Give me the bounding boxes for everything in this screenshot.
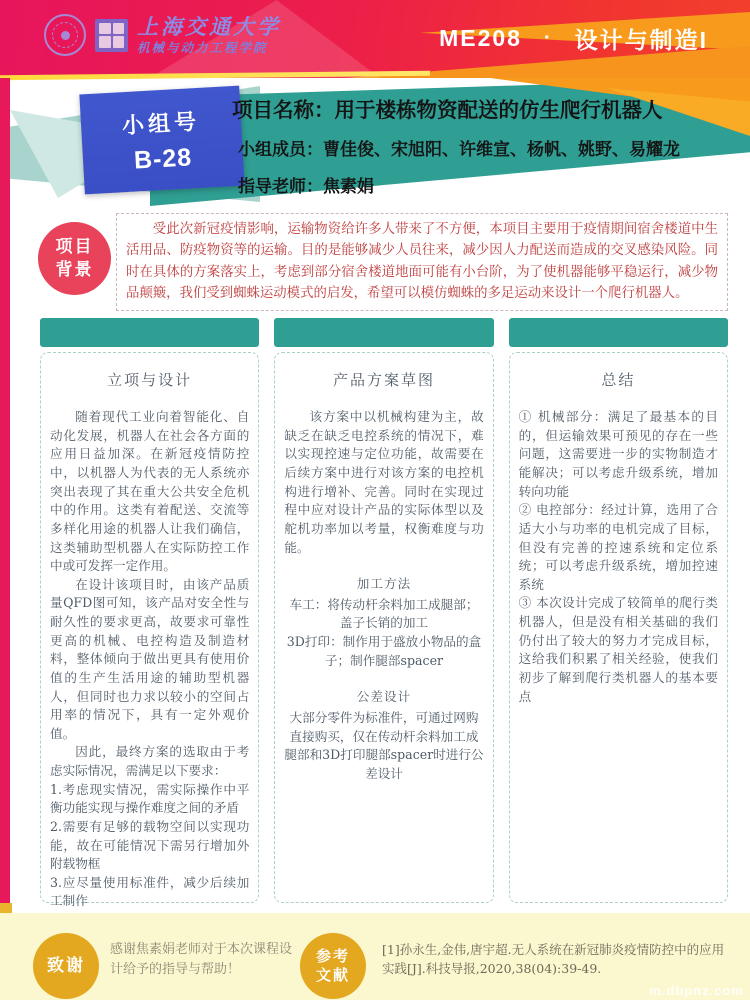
- column-body: [274, 352, 493, 903]
- requirement-item: 3.应尽量使用标准件，减少后续加工制作: [50, 874, 250, 909]
- column-header-bar: [274, 318, 493, 347]
- course-name: 设计与制造I: [574, 27, 708, 53]
- badge-line: 背景: [55, 259, 94, 279]
- acknowledgement-badge: [33, 933, 99, 999]
- project-background-badge: [38, 222, 111, 295]
- column-title: 总结: [601, 371, 636, 389]
- project-background-box: [116, 213, 728, 311]
- subheading: 公差设计: [356, 689, 412, 705]
- reference-citation: [1]孙永生,金伟,唐宇超.无人系统在新冠肺炎疫情防控中的应用实践[J].科技导报,2020,38(04):39-49.: [382, 942, 725, 977]
- column-product-sketch: [274, 318, 493, 903]
- project-background-section: [30, 213, 736, 311]
- badge-line: 文献: [315, 967, 350, 984]
- badge-line: 项目: [55, 237, 94, 257]
- university-name: 上海交通大学: [137, 13, 281, 39]
- summary-item: ① 机械部分：满足了最基本的目的，但运输效果可预见的存在一些问题，这需要进一步的实物制造才能解决；可以考虑升级系统，增加转向功能: [518, 409, 718, 499]
- column-header-bar: [40, 318, 259, 347]
- column-title: 立项与设计: [107, 371, 193, 389]
- column-summary: [509, 318, 728, 903]
- paragraph: 在设计该项目时，由该产品质量QFD图可知，该产品对安全性与耐久性的要求更高，故要求可靠性更高的机械、电控构造及制造材料，整体倾向于做出更具有使用价值的生产生活用途的辅助型机器人，但同时也力求以较小的空间占用率的情况下，具有一定外观价值。: [50, 576, 250, 741]
- badge-line: 致谢: [47, 955, 85, 975]
- paragraph: 随着现代工业向着智能化、自动化发展，机器人在社会各方面的应用日益加深。在新冠疫情防控中，以机器人为代表的无人系统亦突出表现了其在重大公共安全危机中的作用。这类有着配送、交流等多样化用途的机器人让我们确信，这类辅助型机器人在实际防控工作中或可发挥一定作用。: [50, 409, 250, 574]
- references-badge: [300, 933, 366, 999]
- paragraph: 该方案中以机械构建为主，故缺乏在缺乏电控系统的情况下，难以实现控速与定位功能，故需要在后续方案中进行对该方案的电控机构进行增补、完善。同时在实现过程中应对设计产品的实际体型以及舵机功率加以考量，权衡难度与功能。: [284, 409, 484, 555]
- course-code: ME208: [439, 25, 522, 51]
- summary-item: ② 电控部分：经过计算，选用了合适大小与功率的电机完成了目标，但没有完善的控速系统和定位系统；可以考虑升级系统，增加控速系统: [518, 502, 718, 592]
- header-banner: [0, 0, 750, 78]
- footer: [0, 913, 750, 1000]
- badge-line: 参考: [315, 947, 350, 965]
- acknowledgement-text: 感谢焦素娟老师对于本次课程设计给予的指导与帮助！: [110, 942, 293, 977]
- column-body: [40, 352, 259, 909]
- course-title-dot: ·: [543, 27, 553, 49]
- column-body: [509, 352, 728, 903]
- university-round-seal-icon: [44, 14, 86, 56]
- requirement-item: 1.考虑现实情况，需实际操作中平衡功能实现与操作难度之间的矛盾: [50, 781, 250, 816]
- title-band: [0, 78, 750, 210]
- group-number-box: [79, 86, 244, 195]
- project-title: 项目名称：用于楼栋物资配送的仿生爬行机器人: [232, 99, 663, 122]
- group-number: B-28: [133, 142, 193, 175]
- column-title: 产品方案草图: [332, 371, 435, 389]
- paragraph: 因此，最终方案的选取由于考虑实际情况，需满足以下要求：: [50, 744, 250, 779]
- advisor: 指导老师：焦素娟: [238, 177, 374, 196]
- summary-item: ③ 本次设计完成了较简单的爬行类机器人，但是没有相关基础的我们仍付出了较大的努力才完成目标，这给我们积累了相关经验，使我们初步了解到爬行类机器人的基本要点: [518, 595, 718, 704]
- subheading: 加工方法: [356, 576, 412, 592]
- watermark: m.dbpnz.com: [649, 983, 744, 998]
- school-name: 机械与动力工程学院: [137, 39, 268, 55]
- machining-line: 3D打印：制作用于盛放小物品的盒子；制作腿部spacer: [286, 634, 482, 668]
- course-title: [439, 22, 708, 55]
- sjtu-logo: [44, 14, 281, 56]
- group-label: 小组号: [121, 108, 201, 138]
- paragraph: 大部分零件为标准件，可通过网购直接购买，仅在传动杆余料加工成腿部和3D打印腿部spacer时进行公差设计: [284, 709, 484, 781]
- university-square-seal-icon: [95, 19, 128, 52]
- column-project-design: [40, 318, 259, 909]
- column-header-bar: [509, 318, 728, 347]
- requirement-item: 2.需要有足够的载物空间以实现功能，故在可能情况下需另行增加外附载物框: [50, 818, 250, 872]
- content-columns: [40, 318, 728, 909]
- machining-line: 车工：将传动杆余料加工成腿部；盖子长销的加工: [289, 596, 479, 631]
- logo-text: [137, 13, 281, 55]
- project-background-text: 受此次新冠疫情影响，运输物资给许多人带来了不方便，本项目主要用于疫情期间宿舍楼道中生活用品、防疫物资等的运输。目的是能够减少人员往来，减少因人力配送而造成的交叉感染风险。同时在具体的方案落实上，考虑到部分宿舍楼道地面可能有小台阶，为了使机器能够平稳运行，减少物品颠簸，我们受到蜘蛛运动模式的启发，希望可以模仿蜘蛛的多足运动来设计一个爬行机器人。: [126, 222, 718, 302]
- team-members: 小组成员：曹佳俊、宋旭阳、许维宣、杨帆、姚野、易耀龙: [238, 140, 680, 159]
